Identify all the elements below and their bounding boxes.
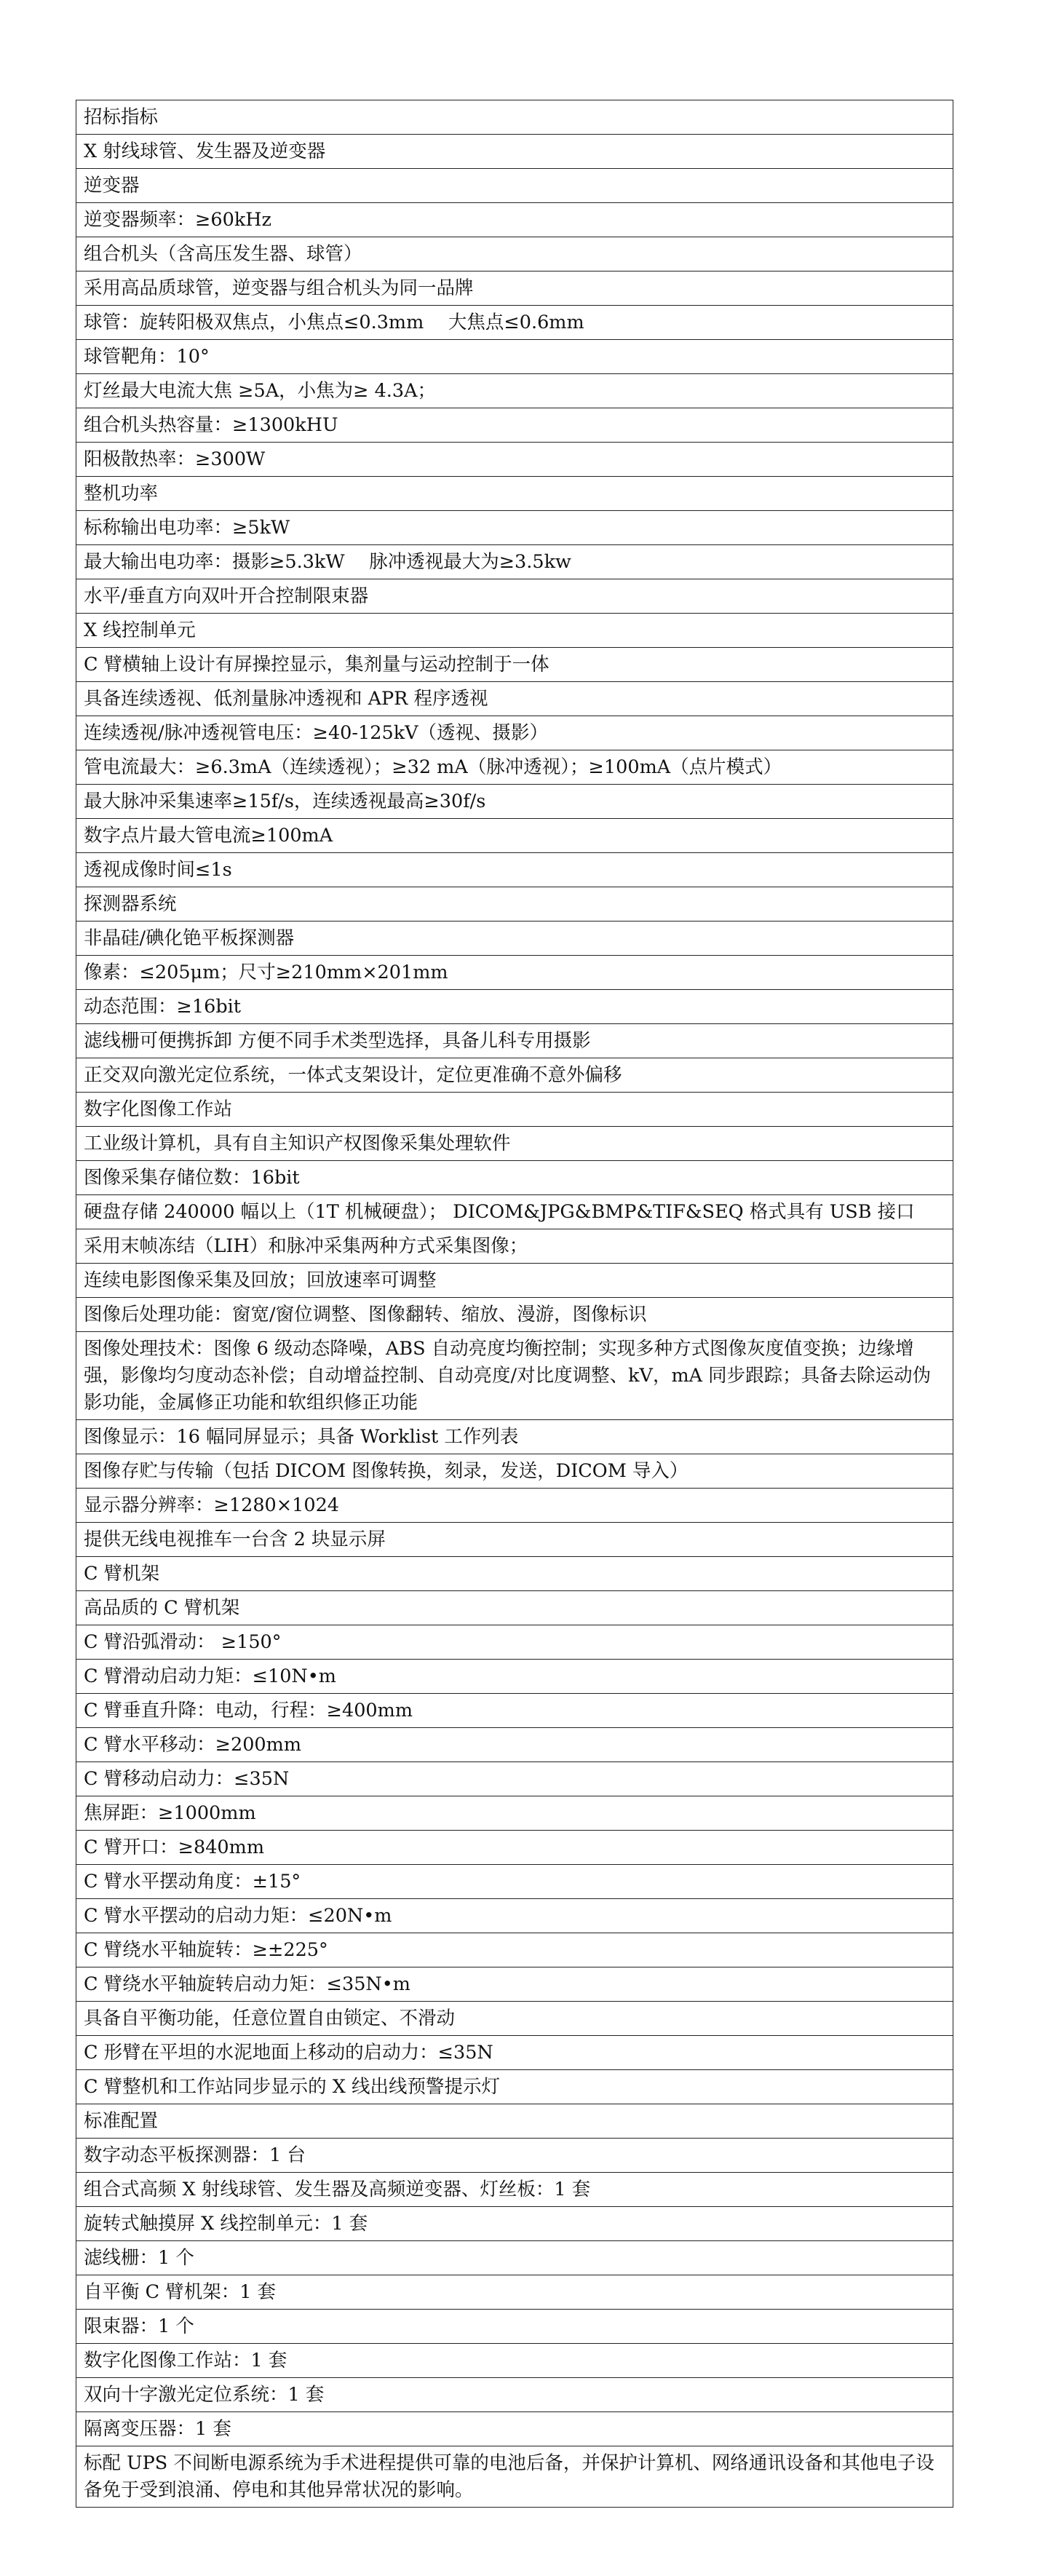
table-row: [76, 1195, 953, 1229]
table-cell: 数字动态平板探测器：1 台: [76, 2139, 953, 2173]
spec-table-body: [76, 100, 953, 2508]
table-cell: 硬盘存储 240000 幅以上（1T 机械硬盘）； DICOM&JPG&BMP&TIF&SEQ 格式具有 USB 接口: [76, 1195, 953, 1229]
table-cell: 阳极散热率：≥300W: [76, 443, 953, 477]
table-cell: C 臂开口：≥840mm: [76, 1831, 953, 1865]
table-row: [76, 1591, 953, 1625]
table-row: [76, 1454, 953, 1489]
table-cell: 旋转式触摸屏 X 线控制单元：1 套: [76, 2207, 953, 2241]
table-cell: 数字点片最大管电流≥100mA: [76, 819, 953, 853]
table-cell: 像素：≤205μm；尺寸≥210mm×201mm: [76, 956, 953, 990]
table-cell: 标准配置: [76, 2104, 953, 2139]
table-row: [76, 1127, 953, 1161]
table-row: [76, 1298, 953, 1332]
table-row: [76, 1264, 953, 1298]
table-cell: 具备连续透视、低剂量脉冲透视和 APR 程序透视: [76, 682, 953, 716]
table-cell: X 射线球管、发生器及逆变器: [76, 135, 953, 169]
table-row: [76, 682, 953, 716]
table-row: [76, 1332, 953, 1420]
table-cell: C 形臂在平坦的水泥地面上移动的启动力：≤35N: [76, 2036, 953, 2070]
table-row: [76, 1865, 953, 1899]
table-header-cell: 招标指标: [76, 100, 953, 135]
table-row: [76, 2275, 953, 2310]
table-row: [76, 2207, 953, 2241]
table-cell: C 臂沿弧滑动： ≥150°: [76, 1625, 953, 1660]
table-row: [76, 648, 953, 682]
table-row: [76, 1557, 953, 1591]
table-row: [76, 614, 953, 648]
table-row: [76, 1093, 953, 1127]
table-cell: 高品质的 C 臂机架: [76, 1591, 953, 1625]
table-row: [76, 306, 953, 340]
table-row: [76, 2139, 953, 2173]
table-row: [76, 340, 953, 374]
table-cell: 球管靶角：10°: [76, 340, 953, 374]
table-row: [76, 169, 953, 203]
table-cell: 最大脉冲采集速率≥15f/s，连续透视最高≥30f/s: [76, 785, 953, 819]
table-row: [76, 579, 953, 614]
table-row: [76, 1831, 953, 1865]
table-cell: 焦屏距：≥1000mm: [76, 1796, 953, 1831]
table-row: [76, 2036, 953, 2070]
table-row: [76, 1058, 953, 1093]
table-row: [76, 2412, 953, 2446]
table-cell: 双向十字激光定位系统：1 套: [76, 2378, 953, 2412]
table-row: [76, 819, 953, 853]
table-row: [76, 2241, 953, 2275]
table-cell: 组合式高频 X 射线球管、发生器及高频逆变器、灯丝板：1 套: [76, 2173, 953, 2207]
table-row: [76, 1796, 953, 1831]
table-cell: 图像采集存储位数：16bit: [76, 1161, 953, 1195]
table-cell: 限束器：1 个: [76, 2310, 953, 2344]
table-row: [76, 716, 953, 750]
table-cell: C 臂机架: [76, 1557, 953, 1591]
table-cell: C 臂垂直升降：电动，行程：≥400mm: [76, 1694, 953, 1728]
table-cell: 具备自平衡功能，任意位置自由锁定、不滑动: [76, 2002, 953, 2036]
table-cell: 动态范围：≥16bit: [76, 990, 953, 1024]
table-row: [76, 1229, 953, 1264]
table-cell: 工业级计算机，具有自主知识产权图像采集处理软件: [76, 1127, 953, 1161]
table-row: [76, 1489, 953, 1523]
table-cell: 数字化图像工作站：1 套: [76, 2344, 953, 2378]
table-row: [76, 545, 953, 579]
table-cell: 最大输出电功率：摄影≥5.3kW 脉冲透视最大为≥3.5kw: [76, 545, 953, 579]
table-cell: 逆变器频率：≥60kHz: [76, 203, 953, 237]
table-cell: 图像显示：16 幅同屏显示；具备 Worklist 工作列表: [76, 1420, 953, 1454]
table-cell: 显示器分辨率：≥1280×1024: [76, 1489, 953, 1523]
table-row: [76, 2344, 953, 2378]
table-cell: 组合机头热容量：≥1300kHU: [76, 408, 953, 443]
table-cell: C 臂水平摆动角度：±15°: [76, 1865, 953, 1899]
table-row: [76, 1728, 953, 1762]
table-cell: 标称输出电功率：≥5kW: [76, 511, 953, 545]
table-cell: 水平/垂直方向双叶开合控制限束器: [76, 579, 953, 614]
table-cell: 正交双向激光定位系统，一体式支架设计，定位更准确不意外偏移: [76, 1058, 953, 1093]
table-cell: C 臂绕水平轴旋转启动力矩：≤35N•m: [76, 1967, 953, 2002]
table-row: [76, 2104, 953, 2139]
table-row: [76, 785, 953, 819]
table-row: [76, 990, 953, 1024]
table-row: [76, 750, 953, 785]
table-row: [76, 237, 953, 272]
table-row: [76, 2173, 953, 2207]
table-cell: 组合机头（含高压发生器、球管）: [76, 237, 953, 272]
table-cell: 滤线栅可便携拆卸 方便不同手术类型选择，具备儿科专用摄影: [76, 1024, 953, 1058]
table-row: [76, 1523, 953, 1557]
table-cell: 图像后处理功能：窗宽/窗位调整、图像翻转、缩放、漫游，图像标识: [76, 1298, 953, 1332]
table-row: [76, 922, 953, 956]
table-row: [76, 1625, 953, 1660]
table-row: [76, 408, 953, 443]
table-cell: X 线控制单元: [76, 614, 953, 648]
table-row: [76, 887, 953, 922]
table-row: [76, 853, 953, 887]
table-cell: 自平衡 C 臂机架：1 套: [76, 2275, 953, 2310]
table-row: [76, 374, 953, 408]
table-row: [76, 2378, 953, 2412]
table-cell: 采用末帧冻结（LIH）和脉冲采集两种方式采集图像；: [76, 1229, 953, 1264]
table-cell: 采用高品质球管，逆变器与组合机头为同一品牌: [76, 272, 953, 306]
table-row: [76, 272, 953, 306]
table-cell: 图像处理技术：图像 6 级动态降噪，ABS 自动亮度均衡控制；实现多种方式图像灰度值变换；边缘增强，影像均匀度动态补偿；自动增益控制、自动亮度/对比度调整、kV，mA 同步跟踪；具备去除运动伪影功能，金属修正功能和软组织修正功能: [76, 1332, 953, 1420]
table-cell: C 臂整机和工作站同步显示的 X 线出线预警提示灯: [76, 2070, 953, 2104]
table-row: [76, 1024, 953, 1058]
table-row: [76, 2446, 953, 2508]
table-cell: 滤线栅：1 个: [76, 2241, 953, 2275]
table-cell: C 臂绕水平轴旋转：≥±225°: [76, 1933, 953, 1967]
table-cell: 球管：旋转阳极双焦点，小焦点≤0.3mm 大焦点≤0.6mm: [76, 306, 953, 340]
table-row: [76, 1660, 953, 1694]
table-row: [76, 1161, 953, 1195]
table-row: [76, 1967, 953, 2002]
table-row: [76, 443, 953, 477]
table-cell: C 臂横轴上设计有屏操控显示，集剂量与运动控制于一体: [76, 648, 953, 682]
table-cell: 图像存贮与传输（包括 DICOM 图像转换，刻录，发送，DICOM 导入）: [76, 1454, 953, 1489]
table-row: [76, 477, 953, 511]
table-row: [76, 956, 953, 990]
spec-table: [76, 100, 953, 2508]
table-cell: 数字化图像工作站: [76, 1093, 953, 1127]
table-cell: C 臂水平摆动的启动力矩：≤20N•m: [76, 1899, 953, 1933]
table-cell: 探测器系统: [76, 887, 953, 922]
table-cell: 灯丝最大电流大焦 ≥5A，小焦为≥ 4.3A；: [76, 374, 953, 408]
table-cell: C 臂移动启动力：≤35N: [76, 1762, 953, 1796]
table-cell: 非晶硅/碘化铯平板探测器: [76, 922, 953, 956]
table-cell: 整机功率: [76, 477, 953, 511]
table-row: [76, 203, 953, 237]
table-row: [76, 1933, 953, 1967]
table-row: [76, 2310, 953, 2344]
table-row: [76, 1420, 953, 1454]
table-header-row: [76, 100, 953, 135]
table-cell: 隔离变压器：1 套: [76, 2412, 953, 2446]
table-cell: 标配 UPS 不间断电源系统为手术进程提供可靠的电池后备，并保护计算机、网络通讯设备和其他电子设备免于受到浪涌、停电和其他异常状况的影响。: [76, 2446, 953, 2508]
table-row: [76, 1899, 953, 1933]
table-row: [76, 2002, 953, 2036]
table-row: [76, 1694, 953, 1728]
table-cell: 连续电影图像采集及回放；回放速率可调整: [76, 1264, 953, 1298]
table-cell: 提供无线电视推车一台含 2 块显示屏: [76, 1523, 953, 1557]
table-cell: C 臂水平移动：≥200mm: [76, 1728, 953, 1762]
table-cell: 连续透视/脉冲透视管电压：≥40-125kV（透视、摄影）: [76, 716, 953, 750]
table-row: [76, 135, 953, 169]
table-cell: 逆变器: [76, 169, 953, 203]
table-cell: 管电流最大：≥6.3mA（连续透视）；≥32 mA（脉冲透视）；≥100mA（点片模式）: [76, 750, 953, 785]
table-row: [76, 2070, 953, 2104]
table-row: [76, 511, 953, 545]
table-cell: C 臂滑动启动力矩：≤10N•m: [76, 1660, 953, 1694]
table-row: [76, 1762, 953, 1796]
table-cell: 透视成像时间≤1s: [76, 853, 953, 887]
